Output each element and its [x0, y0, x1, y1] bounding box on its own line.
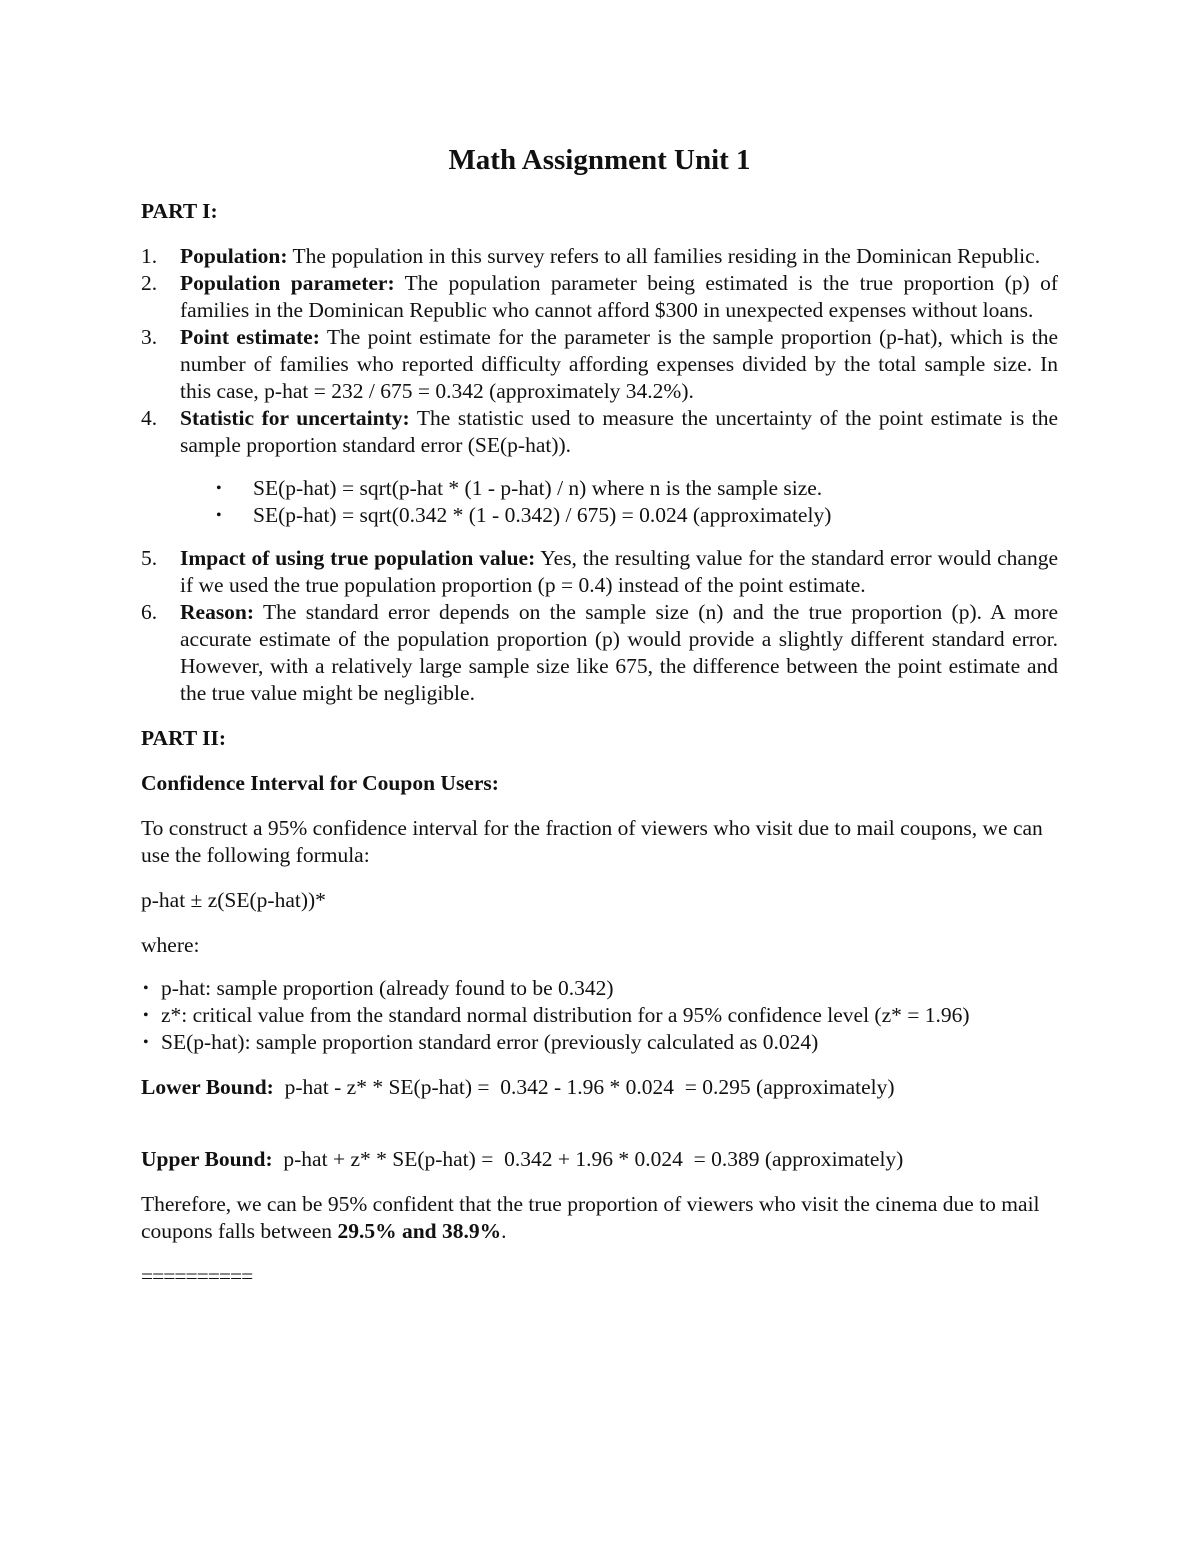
- item-text: The population parameter being estimated is the true proportion (p) of families in the Dominican Republic who cannot afford $300 in unexpected expenses without loans.: [180, 271, 1059, 322]
- separator-rule: ==========: [141, 1264, 253, 1288]
- list-item: [141, 270, 1058, 324]
- definition-item: [141, 1002, 1058, 1029]
- upper-bound-text: p-hat + z* * SE(p-hat) = 0.342 + 1.96 * 0.024 = 0.389 (approximately): [272, 1147, 904, 1171]
- item-label: Reason:: [180, 600, 255, 624]
- se-formula-text: SE(p-hat) = sqrt(0.342 * (1 - 0.342) / 675) = 0.024 (approximately): [253, 503, 832, 527]
- item-number: 1.: [141, 244, 158, 268]
- ci-formula: p-hat ± z(SE(p-hat))*: [141, 888, 326, 912]
- upper-bound-label: Upper Bound:: [141, 1147, 273, 1171]
- definition-text: SE(p-hat): sample proportion standard error (previously calculated as 0.024): [161, 1030, 819, 1054]
- list-item: [141, 545, 1058, 599]
- list-item: [141, 324, 1058, 405]
- item-number: 4.: [141, 406, 158, 430]
- item-text: The statistic used to measure the uncertainty of the point estimate is the sample proportion standard error (SE(p-hat)).: [180, 406, 1059, 457]
- item-label: Impact of using true population value:: [180, 546, 536, 570]
- conclusion-end: .: [501, 1219, 507, 1243]
- list-item: [141, 599, 1058, 707]
- lower-bound-text: p-hat - z* * SE(p-hat) = 0.342 - 1.96 * 0.024 = 0.295 (approximately): [273, 1075, 895, 1099]
- definition-text: z*: critical value from the standard normal distribution for a 95% confidence level (z* = 1.96): [161, 1003, 970, 1027]
- list-item: [141, 243, 1058, 270]
- conclusion: [141, 1191, 1058, 1245]
- conclusion-range: 29.5% and 38.9%: [337, 1219, 502, 1243]
- item-number: 6.: [141, 600, 158, 624]
- bullet-icon: •: [143, 1007, 149, 1024]
- bullet-icon: •: [216, 480, 222, 497]
- part2-heading: PART II:: [141, 726, 227, 750]
- spacer: [141, 1101, 1058, 1146]
- definition-item: [141, 1029, 1058, 1056]
- se-formula-text: SE(p-hat) = sqrt(p-hat * (1 - p-hat) / n) where n is the sample size.: [253, 476, 823, 500]
- item-number: 3.: [141, 325, 158, 349]
- item-number: 2.: [141, 271, 158, 295]
- conclusion-text: Therefore, we can be 95% confident that the true proportion of viewers who visit the cinema due to mail coupons falls between: [141, 1192, 1040, 1243]
- item-text: The standard error depends on the sample size (n) and the true proportion (p). A more accurate estimate of the population proportion (p) would provide a slightly different standard error. However, with a relatively large sample size like 675, the difference between the point estimate and the true value might be negligible.: [180, 600, 1058, 705]
- document-page: [141, 140, 1058, 1290]
- part2-intro: To construct a 95% confidence interval for the fraction of viewers who visit due to mail coupons, we can use the following formula:: [141, 816, 1043, 867]
- list-item: [141, 405, 1058, 529]
- definition-list: [141, 975, 1058, 1056]
- bullet-icon: •: [143, 980, 149, 997]
- se-formula-item: [214, 475, 1058, 502]
- bullet-icon: •: [216, 507, 222, 524]
- part1-heading: PART I:: [141, 199, 218, 223]
- item-text: The population in this survey refers to all families residing in the Dominican Republic.: [287, 244, 1041, 268]
- item-text: The point estimate for the parameter is the sample proportion (p-hat), which is the number of families who reported difficulty affording expenses divided by the total sample size. In this case, p-hat = 232 / 675 = 0.342 (approximately 34.2%).: [180, 325, 1058, 403]
- item-label: Point estimate:: [180, 325, 320, 349]
- lower-bound-label: Lower Bound:: [141, 1075, 274, 1099]
- item-label: Population parameter:: [180, 271, 395, 295]
- bullet-icon: •: [143, 1034, 149, 1051]
- page-title: Math Assignment Unit 1: [448, 144, 751, 176]
- item-label: Statistic for uncertainty:: [180, 406, 410, 430]
- where-label: where:: [141, 933, 200, 957]
- part2-subheading: Confidence Interval for Coupon Users:: [141, 771, 499, 795]
- part1-list: [141, 243, 1058, 707]
- item-text: Yes, the resulting value for the standard error would change if we used the true population proportion (p = 0.4) instead of the point estimate.: [180, 546, 1058, 597]
- upper-bound: [141, 1146, 1058, 1173]
- se-formula-item: [214, 502, 1058, 529]
- item-label: Population:: [180, 244, 288, 268]
- lower-bound: [141, 1074, 1058, 1101]
- definition-item: [141, 975, 1058, 1002]
- se-formula-list: [180, 475, 1058, 529]
- definition-text: p-hat: sample proportion (already found to be 0.342): [161, 976, 614, 1000]
- item-number: 5.: [141, 546, 158, 570]
